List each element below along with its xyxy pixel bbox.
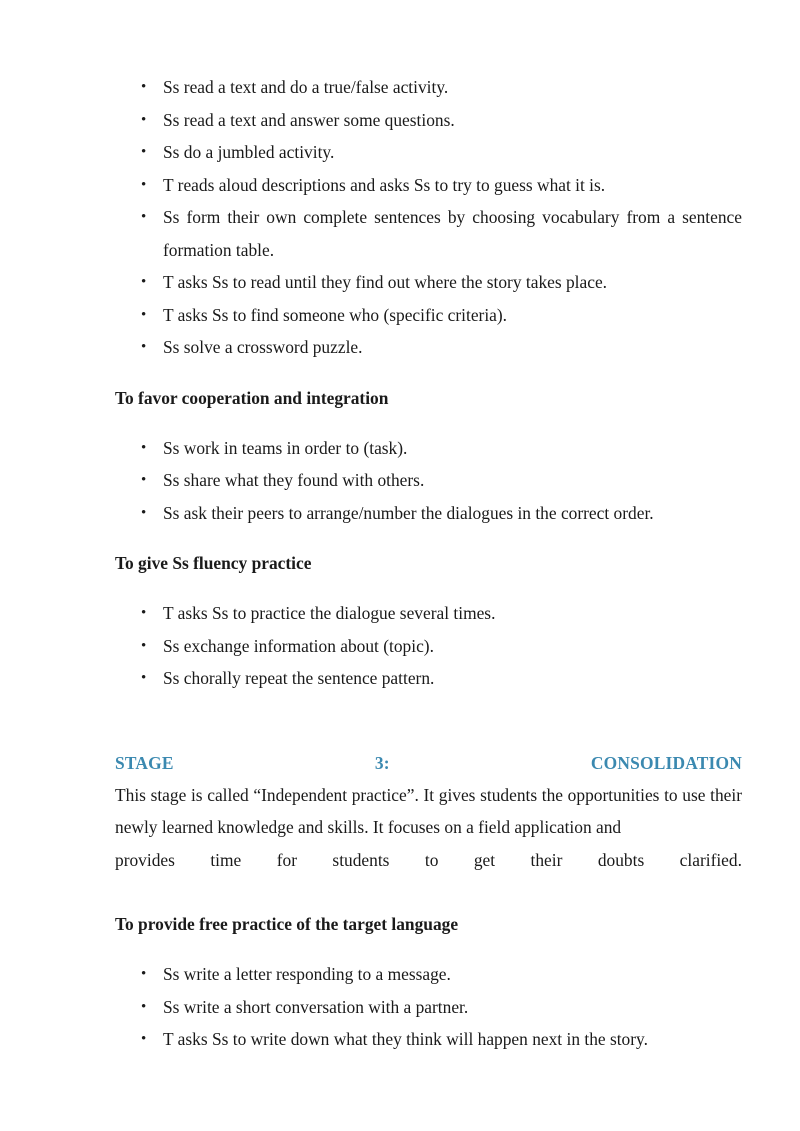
list-item bbox=[115, 597, 742, 630]
list-item-text: Ss do a jumbled activity. bbox=[163, 142, 335, 162]
list-item-text: T asks Ss to practice the dialogue several times. bbox=[163, 603, 496, 623]
list-item bbox=[115, 266, 742, 299]
list-item-text: Ss chorally repeat the sentence pattern. bbox=[163, 668, 435, 688]
word: students bbox=[332, 849, 390, 870]
bullet-icon: • bbox=[141, 1031, 147, 1047]
word: time bbox=[210, 849, 242, 870]
list-item-text: T asks Ss to write down what they think will happen next in the story. bbox=[163, 1029, 648, 1049]
list-item bbox=[115, 432, 742, 465]
list-item bbox=[115, 464, 742, 497]
bullet-icon: • bbox=[141, 605, 147, 621]
word: clarified. bbox=[679, 849, 742, 870]
bullet-icon: • bbox=[141, 274, 147, 290]
list-item bbox=[115, 991, 742, 1024]
stage3-heading bbox=[115, 747, 742, 779]
bullet-icon: • bbox=[141, 209, 147, 225]
stage3-paragraph-last-line bbox=[115, 844, 742, 877]
bullet-icon: • bbox=[141, 998, 147, 1015]
word: doubts bbox=[597, 849, 645, 870]
list-item-text: Ss write a short conversation with a partner. bbox=[163, 996, 469, 1017]
list-item-text: Ss read a text and do a true/false activity. bbox=[163, 77, 449, 97]
bullet-icon: • bbox=[141, 670, 147, 686]
list-item-text: Ss solve a crossword puzzle. bbox=[163, 337, 363, 357]
bullet-icon: • bbox=[141, 966, 147, 982]
list-item-text: Ss write a letter responding to a message. bbox=[163, 964, 451, 984]
list-item-text: T asks Ss to read until they find out where the story takes place. bbox=[163, 272, 608, 292]
list-item-text: T asks Ss to find someone who (specific criteria). bbox=[163, 304, 508, 325]
word: get bbox=[473, 849, 496, 870]
list-item bbox=[115, 497, 742, 530]
section-heading-fluency: To give Ss fluency practice bbox=[115, 553, 312, 573]
stage-label: STAGE bbox=[115, 752, 174, 773]
bullet-icon: • bbox=[141, 472, 147, 488]
list-item-text: Ss ask their peers to arrange/number the dialogues in the correct order. bbox=[163, 502, 654, 523]
free-practice-list bbox=[115, 958, 742, 1056]
stage-number: 3: bbox=[374, 752, 390, 773]
list-item bbox=[115, 1023, 742, 1056]
list-item bbox=[115, 136, 742, 169]
word: for bbox=[276, 849, 297, 870]
list-item-text: Ss share what they found with others. bbox=[163, 470, 425, 490]
list-item bbox=[115, 201, 742, 266]
bullet-icon: • bbox=[141, 339, 147, 355]
list-item bbox=[115, 331, 742, 364]
list-item bbox=[115, 630, 742, 663]
list-item bbox=[115, 169, 742, 202]
list-item bbox=[115, 71, 742, 104]
bullet-icon: • bbox=[141, 111, 147, 128]
list-item-text: Ss form their own complete sentences by choosing vocabulary from a sentence formation table. bbox=[163, 207, 742, 260]
word: to bbox=[424, 849, 439, 870]
bullet-icon: • bbox=[141, 144, 147, 160]
document-page bbox=[115, 0, 742, 1056]
section-heading-free-practice: To provide free practice of the target language bbox=[115, 914, 459, 934]
list-item-text: T reads aloud descriptions and asks Ss to try to guess what it is. bbox=[163, 174, 606, 195]
stage-name: CONSOLIDATION bbox=[590, 752, 742, 773]
list-item-text: Ss work in teams in order to (task). bbox=[163, 437, 408, 458]
list-item bbox=[115, 958, 742, 991]
list-item bbox=[115, 299, 742, 332]
bullet-icon: • bbox=[141, 176, 147, 193]
section-heading-cooperation: To favor cooperation and integration bbox=[115, 387, 389, 408]
stage3-paragraph: This stage is called “Independent practice”. It gives students the opportunities to use their newly learned knowledge and skills. It focuses on a field application and bbox=[115, 784, 742, 837]
activity-list bbox=[115, 71, 742, 364]
bullet-icon: • bbox=[141, 79, 147, 95]
word: their bbox=[530, 849, 563, 870]
bullet-icon: • bbox=[141, 439, 147, 456]
list-item-text: Ss read a text and answer some questions. bbox=[163, 109, 455, 130]
bullet-icon: • bbox=[141, 306, 147, 323]
fluency-list bbox=[115, 597, 742, 695]
list-item bbox=[115, 662, 742, 695]
list-item-text: Ss exchange information about (topic). bbox=[163, 635, 434, 656]
bullet-icon: • bbox=[141, 637, 147, 654]
list-item bbox=[115, 104, 742, 137]
word: provides bbox=[115, 849, 175, 870]
cooperation-list bbox=[115, 432, 742, 530]
bullet-icon: • bbox=[141, 504, 147, 521]
